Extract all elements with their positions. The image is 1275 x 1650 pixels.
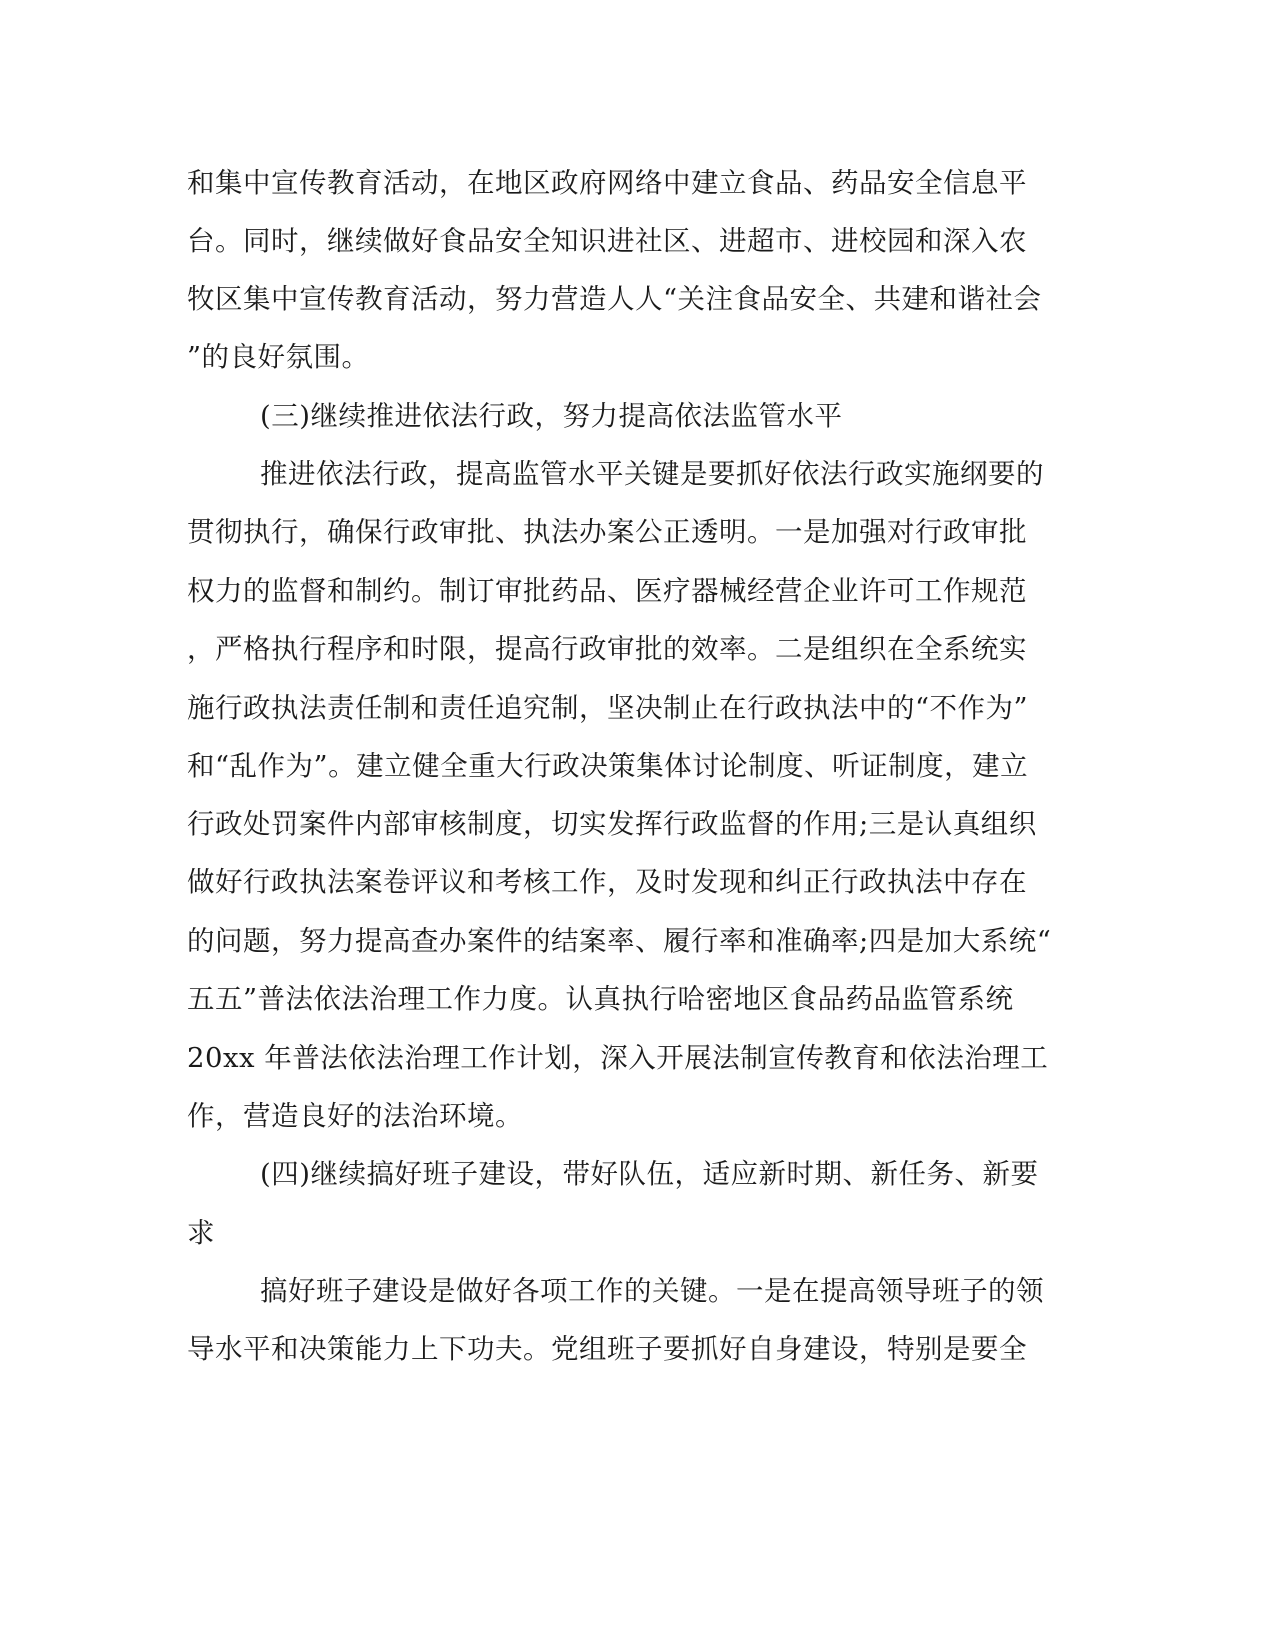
text-line: 推进依法行政，提高监管水平关键是要抓好依法行政实施纲要的: [260, 458, 1044, 490]
text-line: 施行政执法责任制和责任追究制，坚决制止在行政执法中的“不作为”: [187, 692, 1029, 724]
section-heading: (四)继续搞好班子建设，带好队伍，适应新时期、新任务、新要: [260, 1158, 1039, 1190]
text-line: ”的良好氛围。: [187, 341, 370, 373]
text-line: 搞好班子建设是做好各项工作的关键。一是在提高领导班子的领: [260, 1275, 1044, 1307]
text-line: 权力的监督和制约。制订审批药品、医疗器械经营企业许可工作规范: [187, 575, 1027, 607]
text-line: 20xx 年普法依法治理工作计划，深入开展法制宣传教育和依法治理工: [187, 1042, 1049, 1074]
text-line: 导水平和决策能力上下功夫。党组班子要抓好自身建设，特别是要全: [187, 1333, 1027, 1365]
text-line: 牧区集中宣传教育活动，努力营造人人“关注食品安全、共建和谐社会: [187, 283, 1042, 315]
text-line: 行政处罚案件内部审核制度，切实发挥行政监督的作用;三是认真组织: [187, 808, 1037, 840]
text-line: 贯彻执行，确保行政审批、执法办案公正透明。一是加强对行政审批: [187, 516, 1027, 548]
text-line: ，严格执行程序和时限，提高行政审批的效率。二是组织在全系统实: [187, 633, 1027, 665]
text-line: 台。同时，继续做好食品安全知识进社区、进超市、进校园和深入农: [187, 225, 1027, 257]
text-line: 和“乱作为”。建立健全重大行政决策集体讨论制度、听证制度，建立: [187, 750, 1029, 782]
text-line: 五五”普法依法治理工作力度。认真执行哈密地区食品药品监管系统: [187, 983, 1014, 1015]
text-line: 的问题，努力提高查办案件的结案率、履行率和准确率;四是加大系统“: [187, 925, 1052, 957]
text-line: 和集中宣传教育活动，在地区政府网络中建立食品、药品安全信息平: [187, 167, 1027, 199]
section-heading: (三)继续推进依法行政，努力提高依法监管水平: [260, 400, 843, 432]
text-line: 做好行政执法案卷评议和考核工作，及时发现和纠正行政执法中存在: [187, 866, 1027, 898]
text-line: 求: [187, 1217, 215, 1249]
text-line: 作，营造良好的法治环境。: [187, 1100, 523, 1132]
